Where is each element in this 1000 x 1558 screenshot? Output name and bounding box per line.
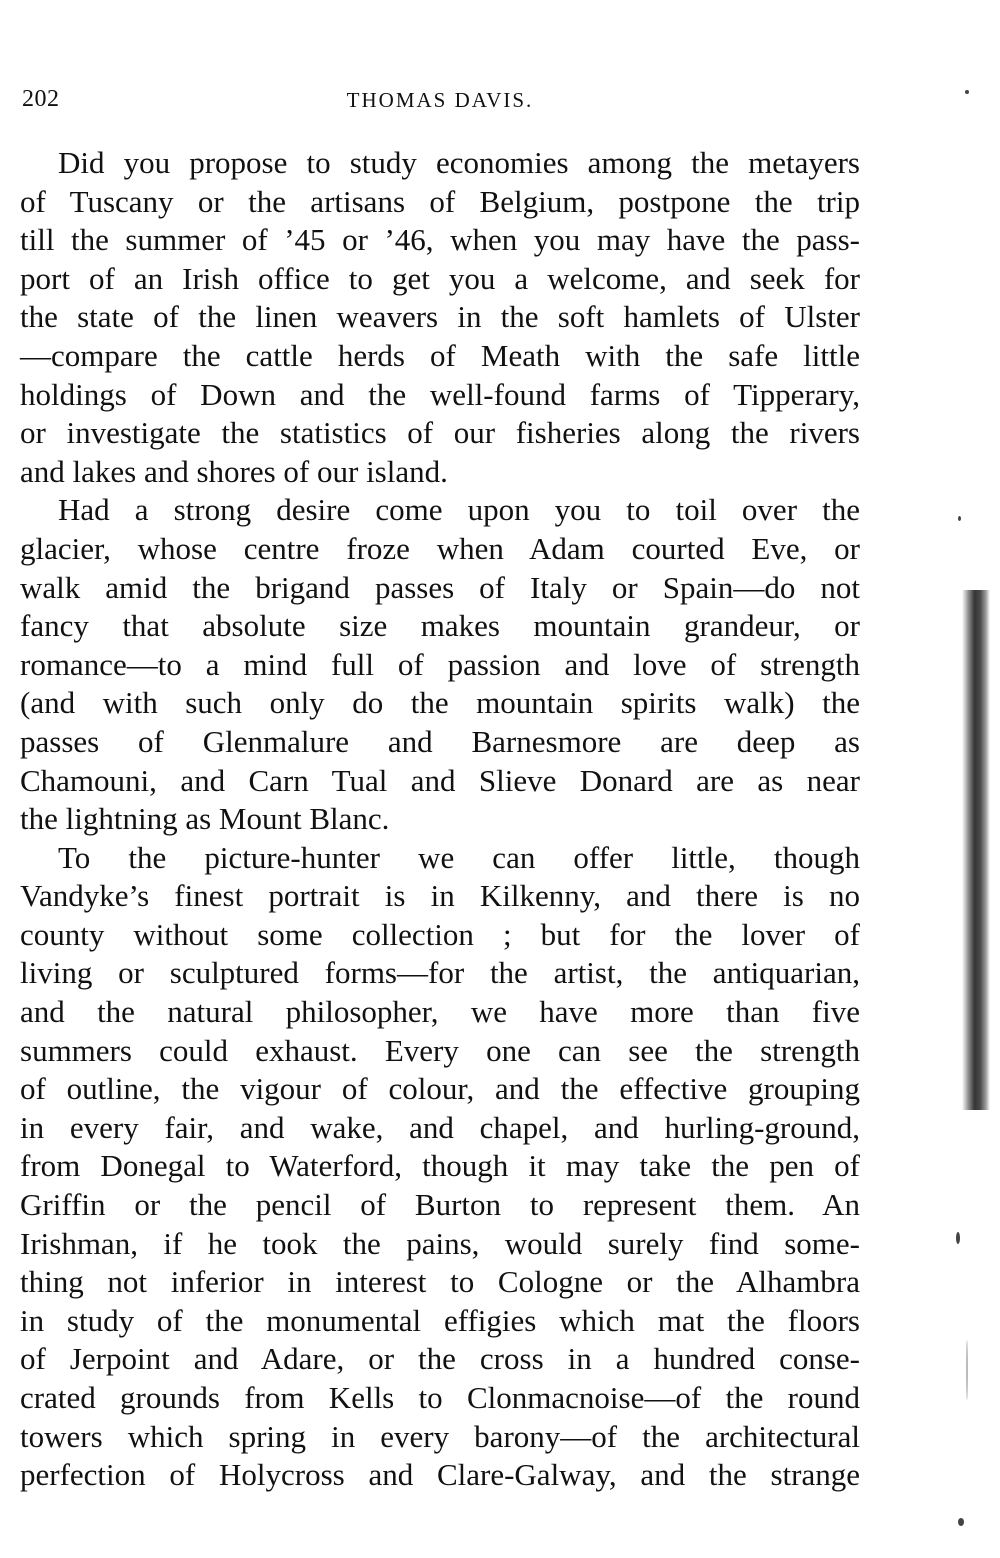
text-line: holdings of Down and the well-found farms of Tipperary, xyxy=(20,376,860,412)
text-line: county without some collection ; but for the lover of xyxy=(20,916,860,952)
paragraph-3 xyxy=(20,839,860,1495)
text-line: in every fair, and wake, and chapel, and hurling-ground, xyxy=(20,1109,860,1145)
text-line: Irishman, if he took the pains, would surely find some- xyxy=(20,1225,860,1261)
text-line: port of an Irish office to get you a welcome, and seek for xyxy=(20,260,860,296)
page-number: 202 xyxy=(22,86,60,112)
scan-speck xyxy=(965,90,969,94)
text-line: living or sculptured forms—for the artist, the antiquarian, xyxy=(20,955,860,991)
text-line: Griffin or the pencil of Burton to represent them. An xyxy=(20,1187,860,1223)
text-line: To the picture-hunter we can offer little, though xyxy=(58,839,860,875)
text-line: towers which spring in every barony—of the architectural xyxy=(20,1418,860,1454)
text-line: thing not inferior in interest to Cologne or the Alhambra xyxy=(20,1264,860,1300)
scan-speck xyxy=(958,516,961,521)
text-line: from Donegal to Waterford, though it may take the pen of xyxy=(20,1148,860,1184)
text-line: of Tuscany or the artisans of Belgium, postpone the trip xyxy=(20,183,860,219)
text-line: romance—to a mind full of passion and love of strength xyxy=(20,646,860,682)
text-line: glacier, whose centre froze when Adam courted Eve, or xyxy=(20,530,860,566)
text-line: —compare the cattle herds of Meath with the safe little xyxy=(20,337,860,373)
text-line: Chamouni, and Carn Tual and Slieve Donard are as near xyxy=(20,762,860,798)
text-line: walk amid the brigand passes of Italy or Spain—do not xyxy=(20,569,860,605)
text-line: in study of the monumental effigies which mat the floors xyxy=(20,1302,860,1338)
text-line: or investigate the statistics of our fisheries along the rivers xyxy=(20,415,860,451)
text-line: the state of the linen weavers in the soft hamlets of Ulster xyxy=(20,299,860,335)
text-line: and the natural philosopher, we have more than five xyxy=(20,994,860,1030)
text-line: Had a strong desire come upon you to toil over the xyxy=(58,492,860,528)
text-line: summers could exhaust. Every one can see the strength xyxy=(20,1032,860,1068)
text-line: passes of Glenmalure and Barnesmore are deep as xyxy=(20,723,860,759)
running-title: THOMAS DAVIS. xyxy=(346,88,534,112)
text-line: and lakes and shores of our island. xyxy=(20,453,448,489)
page-edge-shadow xyxy=(962,590,990,1110)
scan-speck xyxy=(958,1518,964,1526)
text-line: Did you propose to study economies among the metayers xyxy=(58,145,860,180)
text-line: crated grounds from Kells to Clonmacnoise—of the round xyxy=(20,1380,860,1415)
text-line: fancy that absolute size makes mountain grandeur, or xyxy=(20,608,860,644)
body-text xyxy=(20,144,860,1495)
paragraph-2 xyxy=(20,491,860,838)
scan-speck xyxy=(956,1232,960,1244)
text-line: till the summer of ’45 or ’46, when you may have the pass- xyxy=(20,222,860,258)
text-line: of outline, the vigour of colour, and the effective grouping xyxy=(20,1071,860,1107)
scan-speck xyxy=(966,1340,968,1400)
paragraph-1 xyxy=(20,144,860,491)
text-line: (and with such only do the mountain spirits walk) the xyxy=(20,685,860,721)
text-line: Vandyke’s finest portrait is in Kilkenny, and there is no xyxy=(20,878,860,914)
text-line: of Jerpoint and Adare, or the cross in a hundred conse- xyxy=(20,1341,860,1377)
text-line: the lightning as Mount Blanc. xyxy=(20,801,390,837)
text-line: perfection of Holycross and Clare-Galway, and the strange xyxy=(20,1457,860,1493)
